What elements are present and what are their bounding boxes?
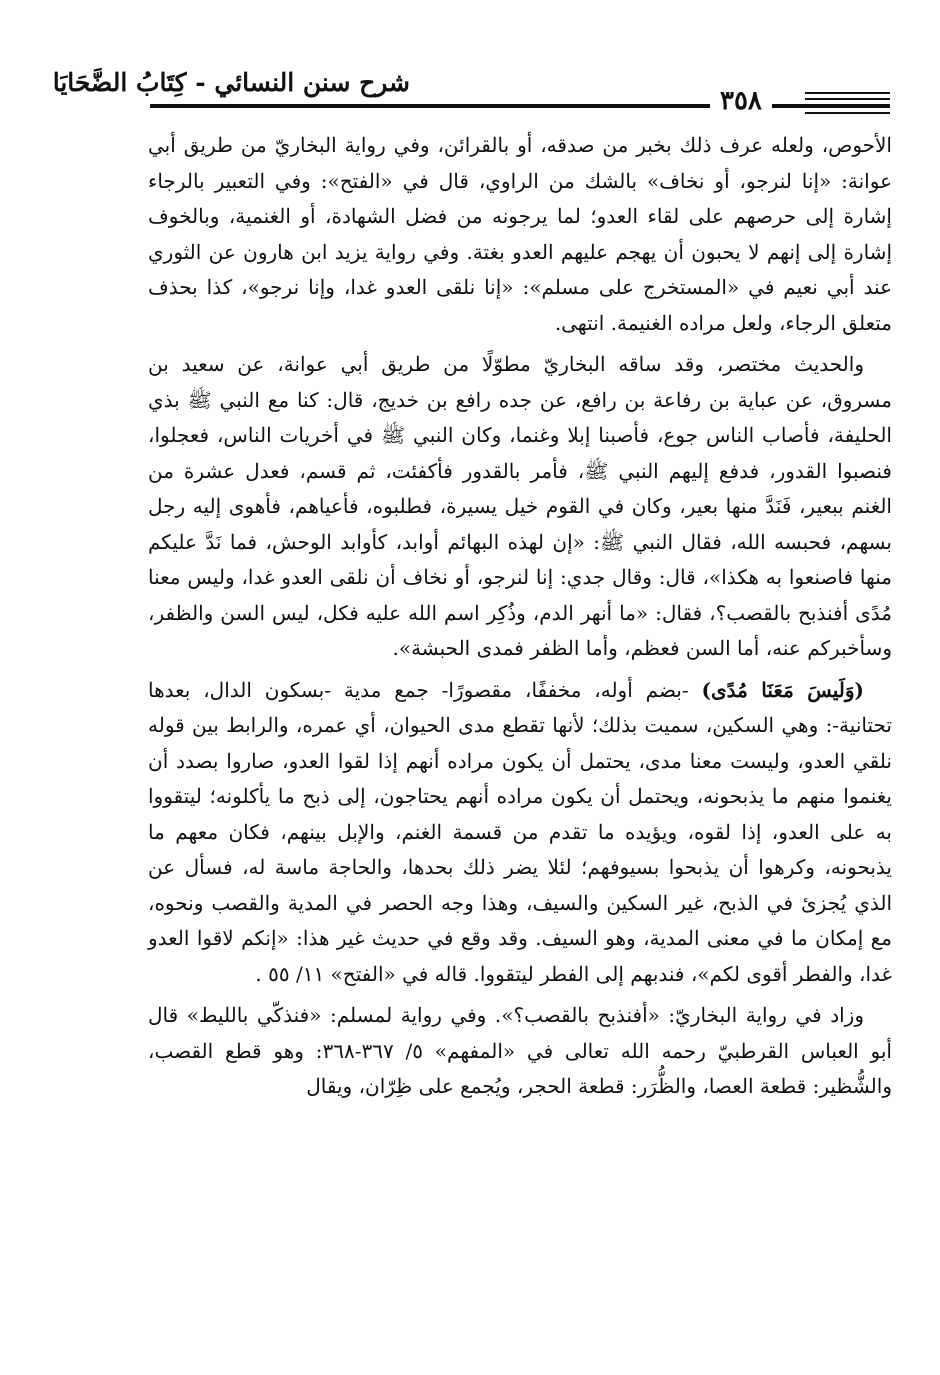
page-number: ٣٥٨ (710, 86, 772, 116)
paragraph-1: الأحوص، ولعله عرف ذلك بخبر من صدقه، أو بالقرائن، وفي رواية البخاريّ من طريق أبي عوانة: «إنا لنرجو، أو نخاف» بالشك من الراوي، قال في «الفتح»: وفي التعبير بالرجاء إشارة إلى حرصهم على لقاء العدو؛ لما يرجونه من فضل الشهادة، أو الغنمية، وبالخوف إشارة إلى إنهم لا يحبون أن يهجم عليهم العدو بغتة. وفي رواية يزيد ابن هارون عن الثوري عند أبي نعيم في «المستخرج على مسلم»: «إنا نلقى العدو غدا، وإنا نرجو»، كذا بحذف متعلق الرجاء، ولعل مراده الغنيمة. انتهى. (148, 133, 893, 335)
lemma-phrase: (وَلَيسَ مَعَنَا مُدًى) (701, 677, 865, 702)
paragraph-3 (148, 673, 892, 993)
header-rule-upper (805, 92, 890, 94)
header-rule-upper-second (805, 98, 890, 100)
running-title: شرح سنن النسائي - كِتَابُ الضَّحَايَا (52, 68, 410, 97)
body-text (148, 128, 892, 1105)
header-rule-main (150, 104, 890, 108)
paragraph-4: وزاد في رواية البخاريّ: «أفنذبح بالقصب؟». وفي رواية لمسلم: «فنذكّي بالليط» قال أبو العباس القرطبيّ رحمه الله تعالى في «المفهم» ٥/ ٣٦٧-٣٦٨: وهو قطع القصب، والشُّظير: قطعة العصا، والظُّرَر: قطعة الحجر، ويُجمع على ظِرّان، ويقال (148, 1003, 892, 1098)
page-header (52, 60, 890, 120)
header-rule-lower (805, 112, 890, 114)
paragraph-2: والحديث مختصر، وقد ساقه البخاريّ مطوّلًا من طريق أبي عوانة، عن سعيد بن مسروق، عن عباية بن رفاعة بن رافع، عن جده رافع بن خديج، قال: كنا مع النبي ﷺ بذي الحليفة، فأصاب الناس جوع، فأصبنا إبلا وغنما، وكان النبي ﷺ في أخريات الناس، فعجلوا، فنصبوا القدور، فدفع إليهم النبي ﷺ، فأمر بالقدور فأكفئت، ثم قسم، فعدل عشرة من الغنم ببعير، فَنَدَّ منها بعير، وكان في القوم خيل يسيرة، فطلبوه، فأعياهم، فأهوى إليه رجل بسهم، فحبسه الله، فقال النبي ﷺ: «إن لهذه البهائم أوابد، كأوابد الوحش، فما نَدَّ عليكم منها فاصنعوا به هكذا»، قال: وقال جدي: إنا لنرجو، أو نخاف أن نلقى العدو غدا، وليس معنا مُدًى أفنذبح بالقصب؟، فقال: «ما أنهر الدم، وذُكِر اسم الله عليه فكل، ليس السن والظفر، وسأخبركم عنه، أما السن فعظم، وأما الظفر فمدى الحبشة». (148, 352, 892, 660)
paragraph-3-text: -بضم أوله، مخففًا، مقصورًا- جمع مدية -بسكون الدال، بعدها تحتانية-: وهي السكين، سميت بذلك؛ لأنها تقطع مدى الحيوان، أي عمره، والرابط بين قوله نلقي العدو، وليست معنا مدى، يحتمل أن يكون مراده أنهم إذا لقوا العدو، صاروا بصدد أن يغنموا منهم ما يذبحونه، ويحتمل أن يكون مراده أنهم يحتاجون، إلى ذبح ما يأكلونه؛ ليتقووا به على العدو، إذا لقوه، ويؤيده ما تقدم من قسمة الغنم، والإبل بينهم، فكان معهم ما يذبحونه، وكرهوا أن يذبحوا بسيوفهم؛ لئلا يضر ذلك بحدها، والحاجة ماسة له، فسأل عن الذي يُجزئ في الذبح، غير السكين والسيف، وهذا وجه الحصر في المدية والقصب ونحوه، مع إمكان ما في معنى المدية، وهو السيف. وقد وقع في حديث غير هذا: «إنكم لاقوا العدو غدا، والفطر أقوى لكم»، فندبهم إلى الفطر ليتقووا. قاله في «الفتح» ١١/ ٥٥ . (148, 677, 892, 986)
